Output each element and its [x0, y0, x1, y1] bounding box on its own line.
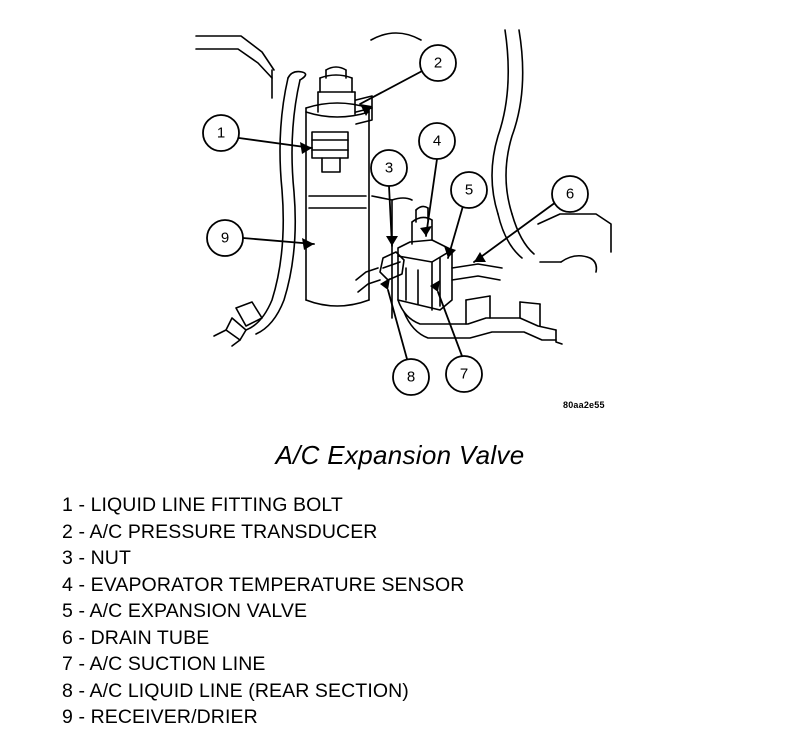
figure-title: A/C Expansion Valve: [275, 440, 525, 470]
callout-1-label: 1: [216, 124, 226, 142]
callout-1: [203, 115, 239, 151]
callout-2-label: 2: [433, 54, 443, 72]
figure-code: 80aa2e55: [563, 400, 605, 410]
legend-item: 4 - EVAPORATOR TEMPERATURE SENSOR: [62, 573, 465, 596]
callout-7: [446, 356, 482, 392]
legend-item: 7 - A/C SUCTION LINE: [62, 653, 266, 675]
legend-item: 3 - NUT: [62, 547, 131, 569]
callout-6-label: 6: [565, 185, 575, 203]
callout-6: [552, 176, 588, 212]
callout-2: [420, 45, 456, 81]
legend-item: 2 - A/C PRESSURE TRANSDUCER: [62, 520, 378, 543]
callout-3: [371, 150, 407, 186]
callout-4: [419, 123, 455, 159]
callout-7-label: 7: [459, 365, 469, 383]
legend-item: 9 - RECEIVER/DRIER: [62, 706, 258, 728]
legend-item: 8 - A/C LIQUID LINE (REAR SECTION): [62, 679, 409, 702]
callout-9-label: 9: [220, 229, 230, 247]
legend-item: 6 - DRAIN TUBE: [62, 626, 210, 649]
callout-5: [451, 172, 487, 208]
callout-3-label: 3: [384, 159, 394, 177]
callout-4-label: 4: [432, 132, 442, 150]
legend-item: 5 - A/C EXPANSION VALVE: [62, 600, 308, 622]
callout-5-label: 5: [464, 181, 474, 199]
legend-list: [62, 492, 762, 731]
callout-9: [207, 220, 243, 256]
callout-8: [393, 359, 429, 395]
legend-item: 1 - LIQUID LINE FITTING BOLT: [62, 494, 343, 516]
callout-8-label: 8: [406, 368, 416, 386]
